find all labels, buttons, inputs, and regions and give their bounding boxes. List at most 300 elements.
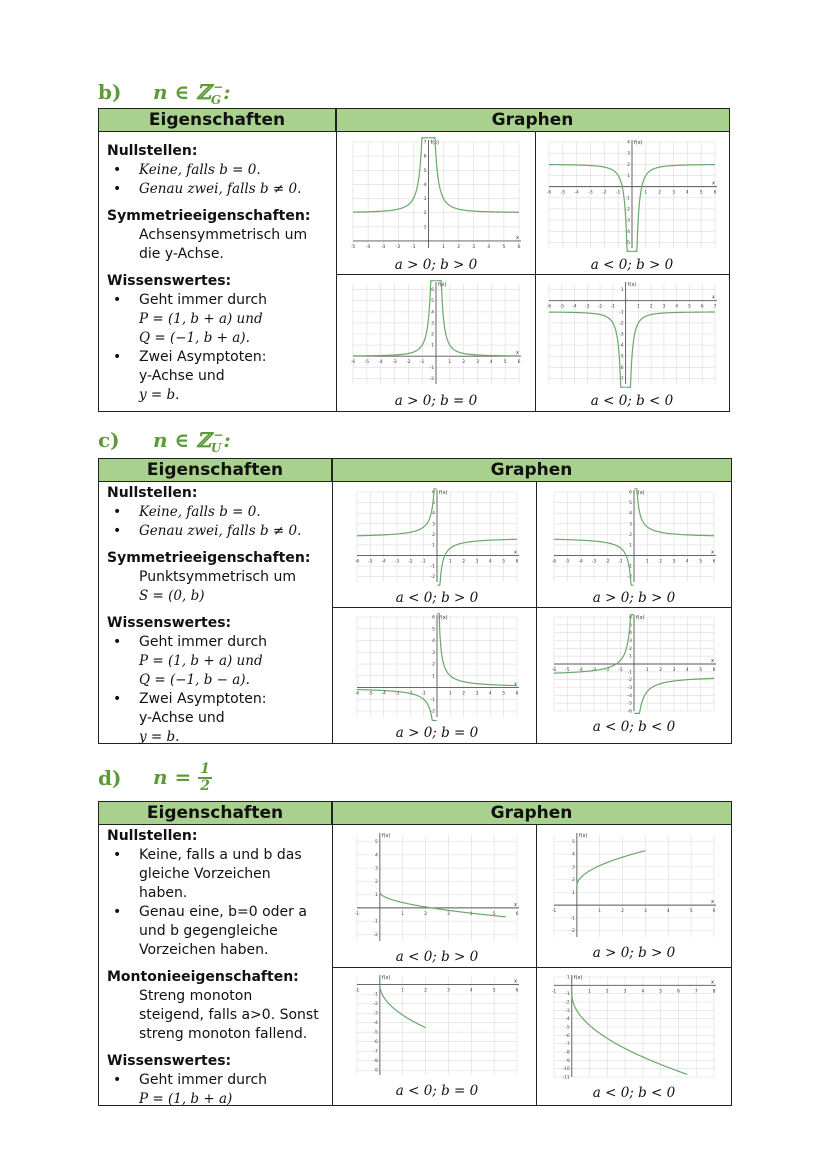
graph-caption: a < 0; b > 0 bbox=[590, 257, 674, 273]
x-tick-label: 1 bbox=[645, 559, 649, 565]
x-tick-label: 5 bbox=[502, 691, 506, 697]
x-tick-label: -6 bbox=[354, 691, 360, 697]
y-tick-label: -3 bbox=[625, 218, 630, 224]
x-tick-label: -5 bbox=[565, 668, 570, 673]
graph-caption: a > 0; b = 0 bbox=[394, 393, 478, 409]
y-axis-label: f(x) bbox=[439, 490, 448, 496]
x-tick-label: 5 bbox=[502, 559, 506, 565]
graph-caption: a < 0; b < 0 bbox=[592, 1085, 676, 1101]
x-tick-label: -3 bbox=[585, 304, 590, 310]
section-b-heading bbox=[98, 80, 231, 107]
x-tick-label: 2 bbox=[649, 304, 653, 310]
graph-cell bbox=[349, 484, 525, 608]
y-tick-label: -5 bbox=[625, 240, 630, 246]
y-tick-label: 2 bbox=[423, 211, 427, 217]
x-tick-label: 5 bbox=[688, 304, 691, 310]
wissen-label: Wissenswertes: bbox=[107, 1053, 232, 1069]
x-axis-label: x bbox=[711, 899, 714, 906]
y-tick-label: 4 bbox=[374, 853, 378, 859]
y-tick-label: 5 bbox=[423, 168, 427, 174]
x-tick-label: 1 bbox=[598, 909, 602, 915]
function-graph bbox=[349, 484, 525, 590]
x-tick-label: 1 bbox=[644, 190, 648, 196]
x-tick-label: 3 bbox=[446, 988, 450, 994]
y-tick-label: -1 bbox=[373, 919, 378, 925]
x-tick-label: -4 bbox=[365, 244, 371, 250]
graph-divider bbox=[536, 482, 537, 743]
y-tick-label: -3 bbox=[565, 1008, 570, 1014]
monotony-text: Streng monoton bbox=[139, 988, 253, 1004]
x-tick-label: 2 bbox=[621, 909, 625, 915]
graph-row-divider bbox=[332, 967, 731, 968]
y-tick-label: 5 bbox=[629, 623, 632, 629]
function-graph bbox=[546, 969, 722, 1085]
y-tick-label: 5 bbox=[431, 299, 434, 305]
y-tick-label: 1 bbox=[627, 173, 630, 179]
x-tick-label: 3 bbox=[476, 360, 479, 366]
y-tick-label: -7 bbox=[373, 1049, 378, 1055]
nullstellen-label: Nullstellen: bbox=[107, 485, 198, 501]
graph-caption: a > 0; b > 0 bbox=[394, 257, 478, 273]
x-tick-label: -1 bbox=[551, 989, 557, 995]
x-tick-label: -4 bbox=[572, 304, 577, 310]
x-tick-label: -2 bbox=[406, 360, 411, 366]
function-graph bbox=[541, 134, 723, 256]
y-tick-label: 6 bbox=[629, 615, 632, 621]
header-graphen: Graphen bbox=[332, 459, 731, 482]
x-tick-label: -1 bbox=[618, 668, 623, 673]
properties-b bbox=[107, 142, 332, 405]
y-tick-label: -1 bbox=[627, 564, 632, 570]
y-tick-label: -3 bbox=[627, 686, 632, 691]
graph-cell bbox=[345, 134, 527, 274]
x-tick-label: -3 bbox=[380, 244, 386, 250]
x-tick-label: -3 bbox=[394, 691, 400, 697]
x-axis-label: x bbox=[711, 979, 714, 986]
x-tick-label: -6 bbox=[546, 190, 552, 196]
x-tick-label: 4 bbox=[641, 989, 645, 995]
y-tick-label: 2 bbox=[571, 878, 575, 884]
y-tick-label: -1 bbox=[625, 196, 630, 202]
wissen-label: Wissenswertes: bbox=[107, 615, 232, 631]
x-tick-label: 1 bbox=[442, 244, 445, 250]
y-tick-label: 1 bbox=[432, 674, 435, 680]
y-tick-label: 4 bbox=[432, 511, 435, 517]
y-tick-label: 6 bbox=[629, 490, 632, 496]
y-axis-label: f(x) bbox=[381, 975, 391, 981]
monotony-text: streng monoton fallend. bbox=[139, 1026, 308, 1042]
x-tick-label: 1 bbox=[401, 911, 405, 917]
x-tick-label: 3 bbox=[623, 989, 627, 995]
function-curve bbox=[577, 851, 646, 886]
y-tick-label: 7 bbox=[423, 140, 427, 146]
function-curve bbox=[353, 138, 428, 212]
y-tick-label: 2 bbox=[431, 332, 434, 338]
x-tick-label: 1 bbox=[401, 988, 405, 994]
graph-cell bbox=[345, 276, 527, 413]
x-tick-label: -1 bbox=[421, 559, 426, 565]
x-tick-label: 3 bbox=[672, 559, 676, 565]
y-tick-label: -2 bbox=[570, 929, 575, 935]
x-tick-label: -5 bbox=[368, 691, 373, 697]
wissen-label: Wissenswertes: bbox=[107, 273, 232, 289]
x-tick-label: -3 bbox=[394, 559, 400, 565]
properties-c bbox=[107, 484, 329, 747]
section-c-heading bbox=[98, 428, 231, 455]
x-tick-label: 2 bbox=[659, 559, 663, 565]
function-graph bbox=[541, 276, 723, 392]
y-tick-label: 1 bbox=[374, 893, 378, 899]
graph-caption: a < 0; b = 0 bbox=[395, 1083, 479, 1099]
list-item: • Keine, falls b = 0. bbox=[107, 503, 329, 522]
x-axis-label: x bbox=[514, 549, 517, 556]
x-tick-label: 2 bbox=[424, 988, 428, 994]
x-tick-label: -3 bbox=[591, 668, 597, 673]
x-tick-label: 3 bbox=[475, 559, 479, 565]
graph-divider bbox=[535, 132, 536, 411]
x-tick-label: 4 bbox=[685, 668, 689, 673]
x-tick-label: 1 bbox=[645, 668, 649, 673]
y-tick-label: -4 bbox=[625, 229, 630, 235]
x-tick-label: -2 bbox=[396, 244, 401, 250]
graph-caption: a > 0; b > 0 bbox=[592, 590, 676, 606]
y-tick-label: 6 bbox=[431, 288, 434, 294]
y-tick-label: -2 bbox=[625, 207, 630, 213]
y-tick-label: -1 bbox=[565, 992, 570, 998]
nullstellen-label: Nullstellen: bbox=[107, 143, 198, 159]
x-tick-label: 1 bbox=[636, 304, 640, 310]
x-tick-label: 4 bbox=[488, 691, 492, 697]
graph-caption: a < 0; b > 0 bbox=[395, 949, 479, 965]
y-tick-label: 3 bbox=[374, 866, 378, 872]
properties-d bbox=[107, 827, 329, 1109]
y-tick-label: 2 bbox=[432, 532, 435, 538]
x-tick-label: 5 bbox=[492, 988, 496, 994]
y-tick-label: -5 bbox=[619, 354, 624, 360]
x-tick-label: 2 bbox=[658, 190, 662, 196]
monotony-text: steigend, falls a>0. Sonst bbox=[139, 1007, 319, 1023]
y-axis-label: f(x) bbox=[636, 615, 645, 621]
x-tick-label: 7 bbox=[694, 989, 698, 995]
x-tick-label: -1 bbox=[618, 559, 623, 565]
x-axis-label: x bbox=[711, 658, 714, 664]
function-curve bbox=[626, 312, 715, 387]
y-tick-label: 5 bbox=[374, 840, 378, 846]
y-axis-label: f(x) bbox=[634, 140, 643, 146]
graph-cell bbox=[546, 969, 722, 1105]
section-formula: n ∈ ℤ$_G$−: bbox=[152, 80, 231, 107]
x-axis-label: x bbox=[711, 549, 714, 556]
x-tick-label: -4 bbox=[381, 691, 386, 697]
y-tick-label: -1 bbox=[627, 670, 632, 676]
section-letter: b) bbox=[98, 80, 122, 104]
x-tick-label: 4 bbox=[488, 559, 492, 565]
x-tick-label: -4 bbox=[381, 559, 386, 565]
y-axis-label: f(x) bbox=[573, 975, 583, 981]
graph-caption: a < 0; b > 0 bbox=[395, 590, 479, 606]
x-tick-label: 4 bbox=[489, 360, 493, 366]
y-tick-label: -6 bbox=[619, 365, 624, 371]
y-tick-label: 6 bbox=[423, 154, 427, 160]
y-tick-label: 3 bbox=[431, 321, 434, 327]
y-tick-label: -9 bbox=[565, 1058, 570, 1064]
section-formula: n ∈ ℤ$_U$−: bbox=[152, 428, 231, 455]
x-tick-label: 2 bbox=[605, 989, 609, 995]
x-tick-label: 3 bbox=[475, 691, 479, 697]
x-tick-label: 2 bbox=[457, 244, 461, 250]
y-tick-label: -9 bbox=[373, 1068, 378, 1074]
y-tick-label: -4 bbox=[619, 343, 624, 349]
x-tick-label: 4 bbox=[487, 244, 491, 250]
y-tick-label: 4 bbox=[571, 852, 575, 858]
list-item: • Keine, falls b = 0. bbox=[107, 161, 332, 180]
x-tick-label: 6 bbox=[515, 691, 519, 697]
header-eigenschaften: Eigenschaften bbox=[99, 802, 332, 825]
list-item: • Genau eine, b=0 oder a und b gegengleiche Vorzeichen haben. bbox=[107, 903, 329, 960]
x-tick-label: -1 bbox=[354, 988, 360, 994]
x-tick-label: 6 bbox=[713, 190, 717, 196]
y-tick-label: 3 bbox=[627, 151, 630, 157]
x-tick-label: -1 bbox=[354, 911, 360, 917]
x-tick-label: 6 bbox=[700, 304, 704, 310]
y-tick-label: -3 bbox=[619, 332, 624, 338]
function-graph bbox=[345, 276, 527, 392]
x-axis-label: x bbox=[516, 234, 519, 241]
symmetry-label: Symmetrieeigenschaften: bbox=[107, 208, 311, 224]
x-tick-label: 5 bbox=[699, 668, 703, 673]
x-tick-label: -6 bbox=[354, 559, 360, 565]
x-tick-label: 3 bbox=[643, 909, 647, 915]
function-graph bbox=[349, 969, 525, 1083]
y-tick-label: 4 bbox=[627, 140, 630, 146]
y-axis-label: f(x) bbox=[627, 282, 637, 288]
x-tick-label: -3 bbox=[588, 190, 593, 196]
graph-caption: a < 0; b < 0 bbox=[592, 719, 676, 735]
x-tick-label: 6 bbox=[515, 559, 519, 565]
table-d bbox=[98, 801, 732, 1106]
y-tick-label: -1 bbox=[619, 310, 624, 316]
x-tick-label: 6 bbox=[677, 989, 680, 995]
list-item: • Geht immer durch P = (1, b + a) und Q = (−1, b − a). bbox=[107, 633, 329, 690]
column-divider bbox=[332, 802, 333, 1105]
graph-cell bbox=[349, 827, 525, 967]
list-item: • Genau zwei, falls b ≠ 0. bbox=[107, 522, 329, 541]
x-tick-label: -2 bbox=[605, 559, 610, 565]
fraction: $\frac{1}{2}$ bbox=[200, 761, 210, 794]
function-curve bbox=[380, 892, 506, 917]
y-tick-label: 5 bbox=[571, 839, 575, 845]
function-graph bbox=[546, 484, 722, 590]
header-graphen: Graphen bbox=[332, 802, 731, 825]
function-graph bbox=[349, 609, 525, 725]
x-tick-label: 4 bbox=[469, 911, 473, 917]
x-tick-label: -6 bbox=[546, 304, 552, 310]
list-item: • Zwei Asymptoten: y-Achse und y = b. bbox=[107, 690, 329, 747]
list-item: • Geht immer durch P = (1, b + a) und Q = (−1, b + a). bbox=[107, 291, 332, 348]
x-tick-label: 3 bbox=[446, 911, 450, 917]
y-tick-label: -4 bbox=[373, 1021, 378, 1027]
x-tick-label: -4 bbox=[574, 190, 579, 196]
y-tick-label: -3 bbox=[373, 1011, 378, 1017]
y-tick-label: 4 bbox=[423, 182, 427, 188]
y-tick-label: -2 bbox=[373, 1002, 378, 1008]
x-axis-label: x bbox=[516, 350, 519, 357]
x-tick-label: 2 bbox=[462, 691, 466, 697]
y-tick-label: 2 bbox=[629, 532, 632, 538]
x-tick-label: 2 bbox=[659, 668, 663, 673]
x-tick-label: -6 bbox=[551, 668, 557, 673]
y-tick-label: 1 bbox=[629, 543, 632, 549]
x-tick-label: 7 bbox=[713, 304, 717, 310]
y-tick-label: -2 bbox=[430, 575, 435, 581]
list-item: • Zwei Asymptoten: y-Achse und y = b. bbox=[107, 348, 332, 405]
x-tick-label: 3 bbox=[662, 304, 666, 310]
list-item: • Genau zwei, falls b ≠ 0. bbox=[107, 180, 332, 199]
x-tick-label: 4 bbox=[685, 190, 689, 196]
function-graph bbox=[345, 134, 527, 256]
x-tick-label: -2 bbox=[408, 559, 413, 565]
y-tick-label: 1 bbox=[571, 890, 575, 896]
y-tick-label: 1 bbox=[629, 654, 632, 660]
y-tick-label: 3 bbox=[432, 650, 435, 656]
y-tick-label: -8 bbox=[565, 1050, 570, 1056]
y-tick-label: -11 bbox=[562, 1075, 570, 1081]
y-tick-label: 6 bbox=[432, 615, 435, 621]
nullstellen-label: Nullstellen: bbox=[107, 828, 198, 844]
y-tick-label: 5 bbox=[432, 627, 435, 633]
y-tick-label: -1 bbox=[373, 992, 378, 998]
y-tick-label: -2 bbox=[565, 1000, 570, 1006]
y-tick-label: 3 bbox=[629, 522, 632, 528]
x-tick-label: -1 bbox=[411, 244, 416, 250]
y-axis-label: f(x) bbox=[438, 282, 447, 288]
header-graphen: Graphen bbox=[336, 109, 729, 132]
y-tick-label: -7 bbox=[619, 376, 624, 382]
x-axis-label: x bbox=[514, 978, 517, 985]
x-axis-label: x bbox=[514, 901, 517, 908]
symmetry-text: S = (0, b) bbox=[139, 588, 205, 604]
x-tick-label: 3 bbox=[672, 190, 675, 196]
x-tick-label: -5 bbox=[350, 244, 356, 250]
x-tick-label: -1 bbox=[419, 360, 425, 366]
y-tick-label: 3 bbox=[571, 865, 575, 871]
x-tick-label: -2 bbox=[597, 304, 603, 310]
y-tick-label: -5 bbox=[565, 1025, 570, 1031]
x-tick-label: 3 bbox=[472, 244, 476, 250]
monotony-label: Montonieeigenschaften: bbox=[107, 969, 299, 985]
header-eigenschaften: Eigenschaften bbox=[99, 459, 332, 482]
x-tick-label: 4 bbox=[469, 988, 473, 994]
x-tick-label: -1 bbox=[615, 190, 621, 196]
y-tick-label: -1 bbox=[430, 697, 435, 703]
x-tick-label: -4 bbox=[378, 360, 383, 366]
y-tick-label: 1 bbox=[423, 225, 427, 231]
y-axis-label: f(x) bbox=[381, 833, 391, 839]
graph-cell bbox=[541, 276, 723, 413]
x-tick-label: 4 bbox=[685, 559, 689, 565]
x-axis-label: x bbox=[514, 681, 517, 688]
x-tick-label: 2 bbox=[462, 360, 466, 366]
y-tick-label: -6 bbox=[373, 1040, 378, 1046]
graph-cell bbox=[546, 827, 722, 967]
y-tick-label: 2 bbox=[374, 879, 378, 885]
y-tick-label: 2 bbox=[629, 646, 632, 652]
y-tick-label: 1 bbox=[620, 288, 624, 294]
y-tick-label: 4 bbox=[629, 631, 632, 637]
y-tick-label: -2 bbox=[430, 709, 435, 715]
y-axis-label: f(x) bbox=[636, 490, 645, 496]
x-tick-label: -5 bbox=[368, 559, 373, 565]
y-tick-label: -4 bbox=[565, 1017, 570, 1023]
y-tick-label: 1 bbox=[432, 543, 435, 549]
x-tick-label: 8 bbox=[712, 989, 716, 995]
y-tick-label: -6 bbox=[565, 1033, 570, 1039]
symmetry-text: die y-Achse. bbox=[139, 246, 224, 262]
x-tick-label: 1 bbox=[448, 360, 452, 366]
x-tick-label: -6 bbox=[350, 360, 356, 366]
x-tick-label: 6 bbox=[712, 559, 716, 565]
x-tick-label: 5 bbox=[502, 244, 506, 250]
x-tick-label: 2 bbox=[424, 911, 428, 917]
y-axis-label: f(x) bbox=[439, 615, 448, 621]
y-tick-label: 5 bbox=[629, 501, 632, 507]
x-tick-label: 6 bbox=[712, 668, 716, 673]
graph-cell bbox=[349, 969, 525, 1105]
x-tick-label: 1 bbox=[588, 989, 591, 995]
graph-cell bbox=[541, 134, 723, 274]
y-tick-label: -1 bbox=[570, 916, 575, 922]
y-tick-label: 4 bbox=[629, 511, 632, 517]
graph-cell bbox=[349, 609, 525, 743]
graph-cell bbox=[546, 609, 722, 743]
x-tick-label: 2 bbox=[462, 559, 466, 565]
x-axis-label: x bbox=[712, 294, 715, 301]
x-tick-label: -1 bbox=[551, 909, 557, 915]
y-tick-label: -2 bbox=[429, 376, 434, 382]
y-tick-label: -1 bbox=[430, 564, 435, 570]
x-tick-label: -5 bbox=[565, 559, 570, 565]
symmetry-text: Achsensymmetrisch um bbox=[139, 227, 308, 243]
y-tick-label: -2 bbox=[627, 575, 632, 581]
x-tick-label: 6 bbox=[517, 244, 521, 250]
y-tick-label: 2 bbox=[627, 162, 630, 168]
y-axis-label: f(x) bbox=[430, 140, 440, 146]
graph-caption: a > 0; b = 0 bbox=[395, 725, 479, 741]
y-tick-label: -5 bbox=[627, 701, 632, 707]
y-tick-label: -7 bbox=[565, 1042, 570, 1048]
list-item: • Geht immer durch P = (1, b + a) bbox=[107, 1071, 329, 1109]
column-divider bbox=[332, 459, 333, 743]
x-tick-label: 4 bbox=[666, 909, 670, 915]
table-b bbox=[98, 108, 730, 412]
y-tick-label: -2 bbox=[619, 321, 624, 327]
y-tick-label: 3 bbox=[629, 639, 632, 644]
x-tick-label: -4 bbox=[578, 668, 583, 673]
x-tick-label: 5 bbox=[659, 989, 663, 995]
symmetry-label: Symmetrieeigenschaften: bbox=[107, 550, 311, 566]
x-tick-label: -3 bbox=[392, 360, 397, 366]
y-axis-label: f(x) bbox=[578, 833, 588, 839]
y-tick-label: -1 bbox=[429, 365, 434, 371]
table-c bbox=[98, 458, 732, 744]
y-tick-label: -5 bbox=[373, 1030, 378, 1036]
x-tick-label: 3 bbox=[672, 668, 676, 673]
x-tick-label: 6 bbox=[515, 988, 519, 994]
x-tick-label: 5 bbox=[699, 190, 703, 196]
x-tick-label: 5 bbox=[689, 909, 693, 915]
x-tick-label: 5 bbox=[492, 911, 496, 917]
y-tick-label: -10 bbox=[562, 1067, 570, 1073]
